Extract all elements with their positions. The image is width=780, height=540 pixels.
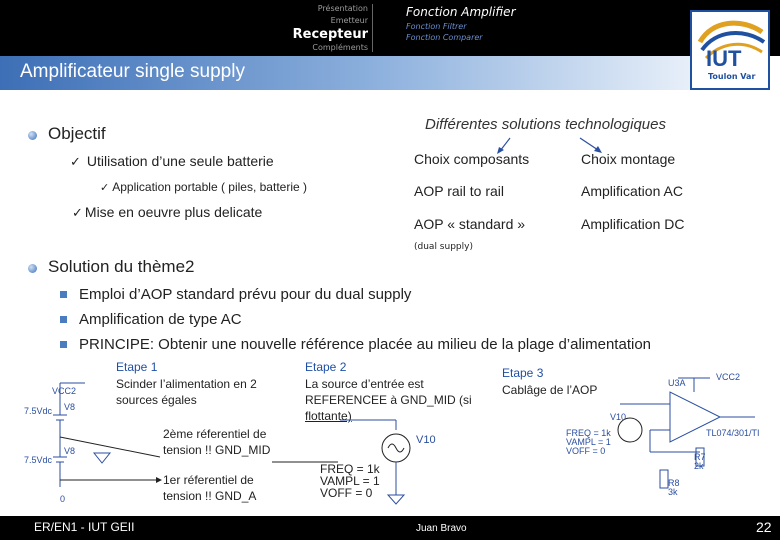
schem-u3a: U3A: [668, 378, 686, 388]
table-row2-note: (dual supply): [414, 242, 473, 252]
ref1-text-1: 1er réferentiel de: [163, 473, 254, 487]
step3-text: Cablâge de l’AOP: [502, 383, 598, 397]
step2-title: Etape 2: [305, 360, 347, 374]
top-nav-bar: [0, 0, 780, 56]
point-3: PRINCIPE: Obtenir une nouvelle référence placée au milieu de la plage d’alimentation: [79, 336, 651, 353]
schem-r8-val: 3k: [668, 487, 678, 497]
step2-text-3: flottante): [305, 409, 352, 423]
bullet-objectif: [28, 131, 37, 140]
nav-divider: [372, 4, 373, 52]
step3-title: Etape 3: [502, 366, 544, 380]
objectif-item-1-sub: ✓ Application portable ( piles, batterie ): [100, 180, 307, 194]
step2-text-2: REFERENCEE à GND_MID (si: [305, 393, 472, 407]
table-col1-header: Choix composants: [414, 151, 530, 167]
step2-text-1: La source d’entrée est: [305, 377, 424, 391]
table-row1-col1: AOP rail to rail: [414, 183, 504, 199]
table-row2-col1: AOP « standard »: [414, 216, 526, 232]
schem-freq: FREQ = 1k: [320, 462, 380, 476]
schem-vcc2: VCC2: [52, 386, 77, 396]
nav-complements[interactable]: Compléments: [312, 43, 368, 52]
check-icon: ✓: [100, 182, 110, 194]
schem-vampl: VAMPL = 1: [320, 474, 380, 488]
square-bullet: [60, 316, 67, 323]
schem-r8: R8: [668, 478, 680, 488]
schem-v10: V10: [416, 434, 436, 446]
table-row2-col2: Amplification DC: [581, 216, 685, 232]
step1-title: Etape 1: [116, 360, 158, 374]
footer-course: ER/EN1 - IUT GEII: [34, 520, 135, 534]
schem-vdc2: 7.5Vdc: [24, 455, 53, 465]
nav-fonction-amplifier[interactable]: Fonction Amplifier: [406, 5, 516, 19]
check-icon: ✓: [72, 205, 83, 220]
schem-v8-top: V8: [64, 402, 76, 412]
nav-fonction-comparer[interactable]: Fonction Comparer: [406, 33, 483, 42]
schem-vampl-right: VAMPL = 1: [566, 437, 611, 447]
nav-presentation[interactable]: Présentation: [317, 4, 368, 13]
objectif-item-1: ✓ Utilisation d’une seule batterie: [70, 153, 274, 169]
schem-voff-right: VOFF = 0: [566, 446, 606, 456]
square-bullet: [60, 341, 67, 348]
objectif-heading: Objectif: [48, 124, 106, 143]
table-col2-header: Choix montage: [581, 151, 676, 167]
schem-v10-right: V10: [610, 412, 627, 422]
slide-title: Amplificateur single supply: [20, 61, 245, 82]
schem-zero: 0: [60, 494, 66, 504]
bullet-solution: [28, 264, 37, 273]
nav-fonction-filtrer[interactable]: Fonction Filtrer: [406, 22, 467, 31]
schem-v8-bottom: V8: [64, 446, 76, 456]
step1-text-1: Scinder l’alimentation en 2: [116, 377, 257, 391]
schem-vcc2-right: VCC2: [716, 372, 741, 382]
schem-part: TL074/301/TI: [706, 428, 760, 438]
square-bullet: [60, 291, 67, 298]
solutions-table-heading: Différentes solutions technologiques: [425, 116, 666, 133]
point-2: Amplification de type AC: [79, 311, 242, 328]
logo-subtext: Toulon Var: [708, 72, 756, 81]
logo-text: IUT: [706, 46, 742, 71]
solution-heading: Solution du thème2: [48, 257, 195, 276]
step1-text-2: sources égales: [116, 393, 197, 407]
ref2-text-2: tension !! GND_MID: [163, 443, 271, 457]
objectif-item-2: ✓ Mise en oeuvre plus delicate: [72, 204, 263, 220]
nav-recepteur[interactable]: Recepteur: [292, 27, 368, 42]
iut-logo: [690, 10, 770, 90]
schematic-dual-supply: [20, 375, 160, 510]
point-1: Emploi d’AOP standard prévu pour du dual supply: [79, 286, 412, 303]
nav-emetteur[interactable]: Emetteur: [330, 16, 368, 25]
schem-vdc1: 7.5Vdc: [24, 406, 53, 416]
ref2-text-1: 2ème réferentiel de: [163, 427, 267, 441]
footer-author: Juan Bravo: [416, 523, 467, 534]
check-icon: ✓: [70, 154, 81, 169]
ref1-text-2: tension !! GND_A: [163, 489, 257, 503]
table-row1-col2: Amplification AC: [581, 183, 683, 199]
schem-r7-val: 2k: [694, 461, 704, 471]
page-number: 22: [756, 519, 772, 535]
schem-freq-right: FREQ = 1k: [566, 428, 611, 438]
schem-voff: VOFF = 0: [320, 486, 373, 500]
schem-r7: R7: [694, 452, 706, 462]
